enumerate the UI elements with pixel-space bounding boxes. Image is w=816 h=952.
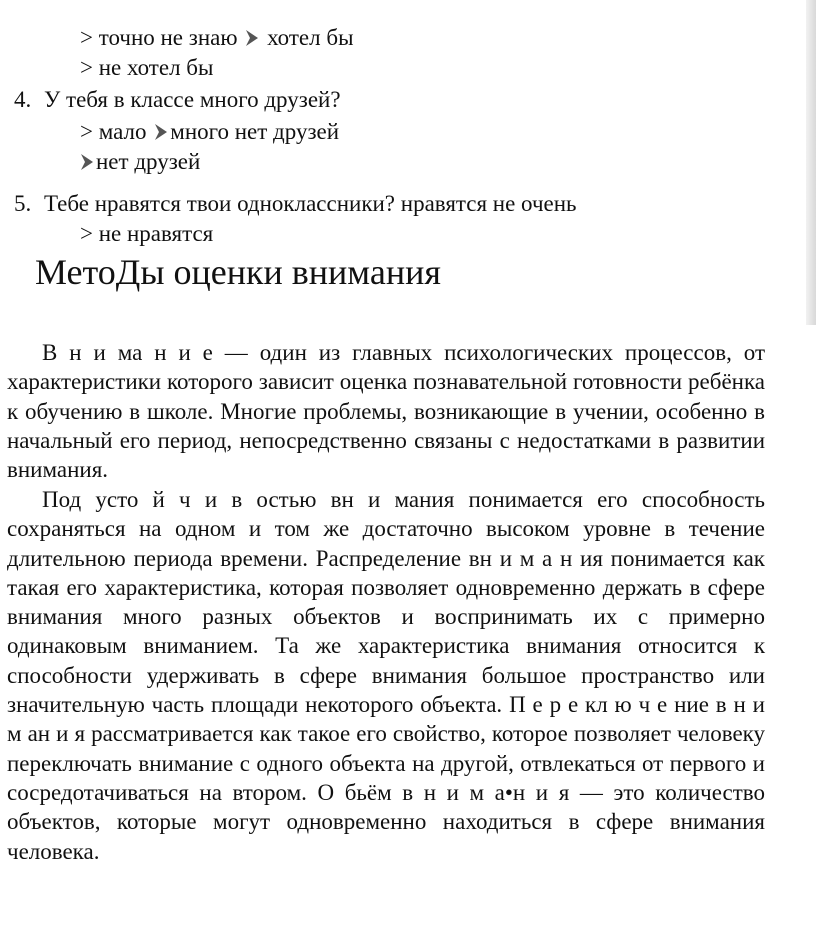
q3-options-line2 xyxy=(80,54,213,82)
q3-option-not-sure: > точно не знаю xyxy=(80,25,238,50)
q4-options-line1 xyxy=(80,118,339,146)
q4-text: У тебя в классе много друзей? xyxy=(44,87,341,112)
q3-option-would-not: > не хотел бы xyxy=(80,55,214,80)
q4-option-many: много нет друзей xyxy=(170,119,340,144)
q4-option-few: > мало xyxy=(80,119,147,144)
q5-options-line2 xyxy=(80,220,213,248)
scrollbar[interactable] xyxy=(806,0,816,325)
arrow-bullet-icon xyxy=(80,153,94,171)
q5-number: 5. xyxy=(14,191,32,216)
q5-text: Тебе нравятся твои одноклассники? нравятся не очень xyxy=(44,191,577,216)
q3-options-line1 xyxy=(80,24,354,52)
term-attention: В н и ма н и е xyxy=(42,340,213,365)
arrow-bullet-icon xyxy=(245,29,259,47)
q4-number: 4. xyxy=(14,87,32,112)
paragraph-attention-intro-text: — один из главных психологических процессов, от характеристики которого зависит оценка познавательной готовности ребёнка к обучению в школе. Многие проблемы, возникающие в учении, особенно в начальный его период, непосредственно связаны с недостатками в развитии внимания. xyxy=(7,340,765,483)
q5-question xyxy=(14,190,577,218)
paragraph-properties-part1: Под усто й ч и в остью вн и мания понимается его способность сохраняться на одном и том же достаточно высоком уровне в течение длительною периода времени. Распределение вн и м а н ия понимается как такая его характеристика, которая позволяет одновременно держать в сфере внимания много разных объектов и воспринимать их с примерно одинаковым вниманием. Та же характеристика внимания относится к способности удерживать в сфере внимания большое пространство или значительную часть площади некоторого объекта. xyxy=(7,487,765,718)
q4-option-none: нет друзей xyxy=(96,149,201,174)
paragraph-attention-intro xyxy=(7,338,765,484)
paragraph-attention-properties xyxy=(7,485,765,866)
q4-options-line2 xyxy=(78,148,200,176)
term-switching: П е р е кл ю ч е ние в н и м ан и я xyxy=(7,692,765,747)
q4-question xyxy=(14,86,341,114)
section-title: МетоДы оценки внимания xyxy=(35,252,441,292)
paragraph-properties-part2: рассматривается как такое его свойство, которое позволяет человеку переключать внимание с одного объекта на другой, отвлекаться от первого и сосредотачиваться на втором. О бьём в н и м а•н и я — это количество объектов, которые могут одновременно находиться в сфере внимания человека. xyxy=(7,721,766,864)
arrow-bullet-icon xyxy=(154,123,168,141)
q5-option-dislike: > не нравятся xyxy=(80,221,214,246)
q3-option-would-like: хотел бы xyxy=(267,25,354,50)
